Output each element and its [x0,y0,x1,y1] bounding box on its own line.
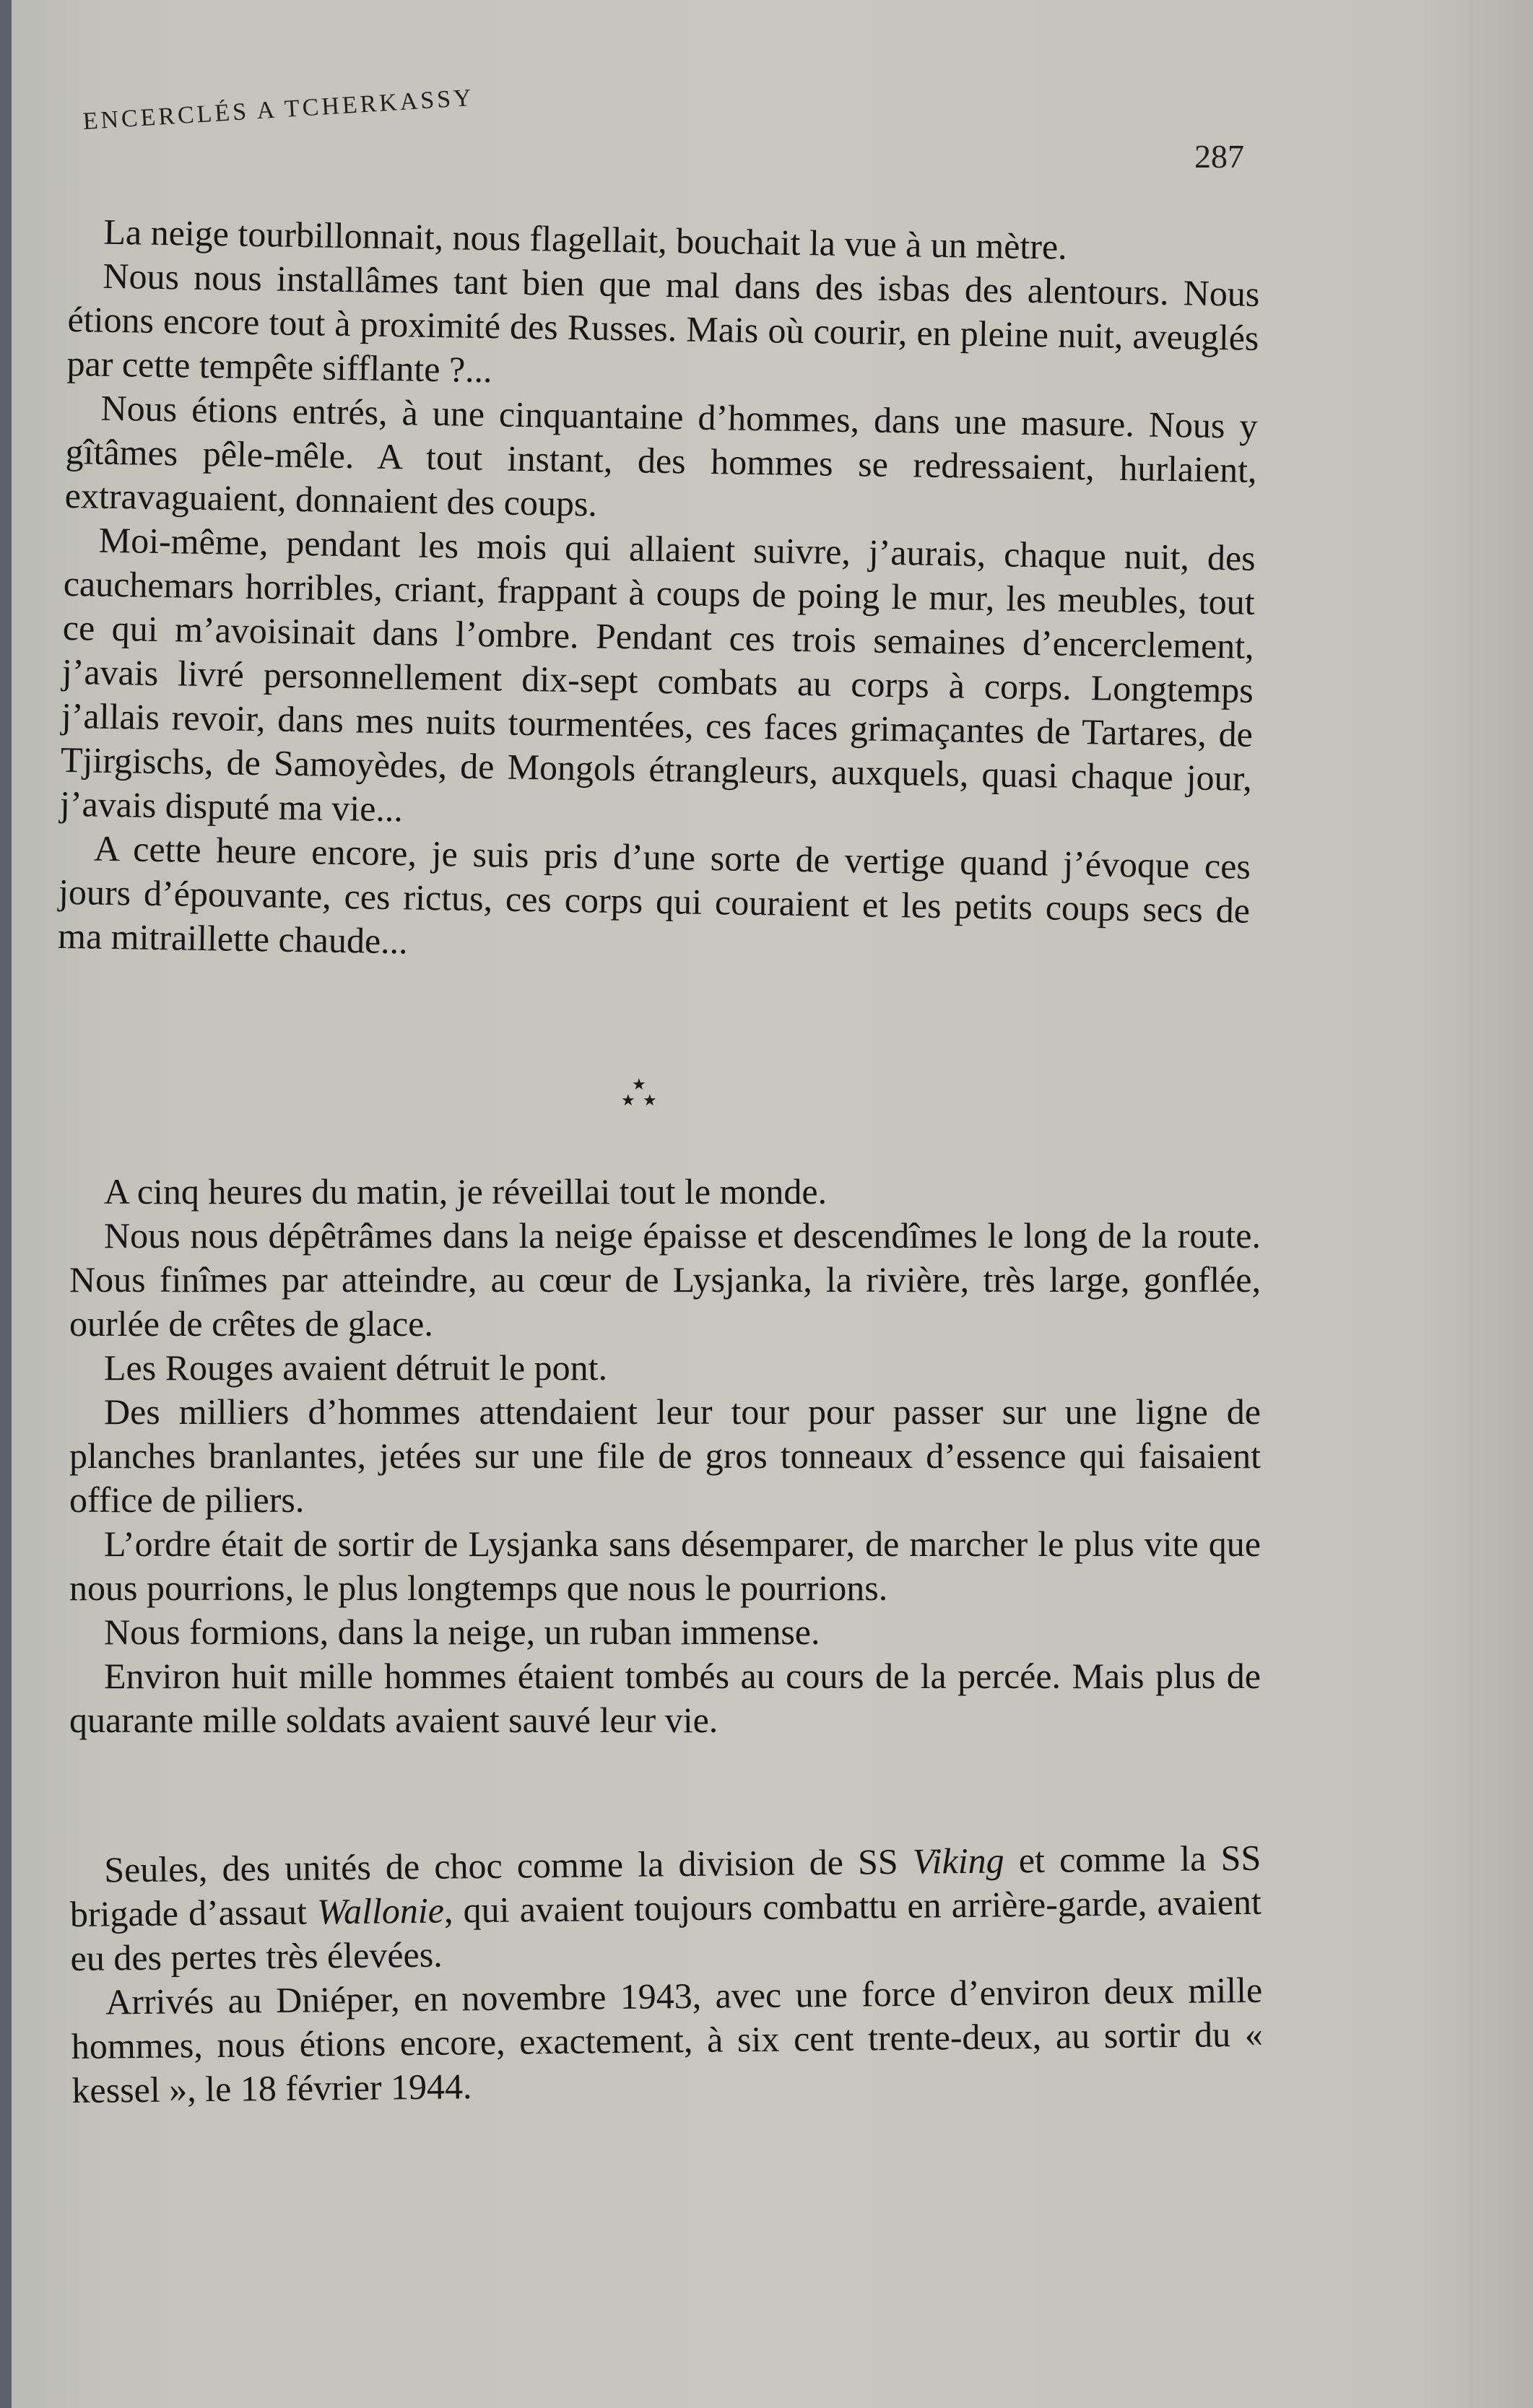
paragraph: Arrivés au Dniéper, en novembre 1943, avec une force d’environ deux mille hommes, nous étions encore, exactement, à six cent trente-deux, au sortir du « kessel », le 18 février 1944. [71,1969,1264,2111]
star-icon: ★ [621,1092,635,1110]
text-block-1 [58,209,1261,977]
paragraph: La neige tourbillonnait, nous flagellait, bouchait la vue à un mètre. [103,211,1068,267]
star-icon: ★ [643,1092,657,1110]
running-head: ENCERCLÉS A TCHERKASSY [82,84,475,136]
paragraph: Nous formions, dans la neige, un ruban immense. [104,1612,820,1652]
text-block-3 [69,1836,1264,2113]
text-block-2 [69,1170,1261,1742]
paragraph [69,1836,1262,1981]
paragraph: A cette heure encore, je suis pris d’une sorte de vertige quand j’évoque ces jours d’épouvante, ces rictus, ces corps qui couraient et les petits coups secs de ma mitraillette chaude... [57,827,1251,962]
page-number: 287 [1194,138,1244,175]
text-run: , qui avaient toujours combattu en arrière-garde, avaient eu des pertes très élevées. [70,1881,1262,1978]
text-run: et comme la SS brigade d’assaut [69,1837,1261,1934]
star-icon: ★ [632,1076,646,1094]
text-run: Seules, des unités de choc comme la division de SS [104,1840,913,1890]
paragraph: Nous nous dépêtrâmes dans la neige épaisse et descendîmes le long de la route. Nous finîmes par atteindre, au cœur de Lysjanka, la rivière, très large, gonflée, ourlée de crêtes de glace. [69,1215,1261,1344]
italic-text: Viking [912,1840,1004,1882]
italic-text: Wallonie [316,1890,445,1932]
book-page [12,0,1533,2408]
paragraph: Environ huit mille hommes étaient tombés au cours de la percée. Mais plus de quarante mille soldats avaient sauvé leur vie. [69,1656,1261,1740]
section-break-asterism [611,1076,669,1126]
page-left-edge [0,0,12,2408]
paragraph: Moi-même, pendant les mois qui allaient suivre, j’aurais, chaque nuit, des cauchemars horribles, criant, frappant à coups de poing le mur, les meubles, tout ce qui m’avoisinait dans l’ombre. Pendant ces trois semaines d’encerclement, j’avais livré personnellement dix-sept combats au corps à corps. Longtemps j’allais revoir, dans mes nuits tourmentées, ces faces grimaçantes de Tartares, de Tjirgischs, de Samoyèdes, de Mongols étrangleurs, auxquels, quasi chaque jour, j’avais disputé ma vie... [59,519,1256,830]
paragraph: A cinq heures du matin, je réveillai tout le monde. [104,1171,828,1212]
paragraph: L’ordre était de sortir de Lysjanka sans désemparer, de marcher le plus vite que nous pourrions, le plus longtemps que nous le pourrions. [69,1524,1261,1608]
paragraph: Les Rouges avaient détruit le pont. [104,1347,608,1388]
paragraph: Nous nous installâmes tant bien que mal dans des isbas des alentours. Nous étions encore tout à proximité des Russes. Mais où courir, en pleine nuit, aveuglés par cette tempête sifflante ?... [66,255,1260,391]
paragraph: Des milliers d’hommes attendaient leur tour pour passer sur une ligne de planches branlantes, jetées sur une file de gros tonneaux d’essence qui faisaient office de piliers. [69,1391,1261,1520]
paragraph: Nous étions entrés, à une cinquantaine d’hommes, dans une masure. Nous y gîtâmes pêle-mêle. A tout instant, des hommes se redressaient, hurlaient, extravaguaient, donnaient des coups. [64,387,1258,524]
